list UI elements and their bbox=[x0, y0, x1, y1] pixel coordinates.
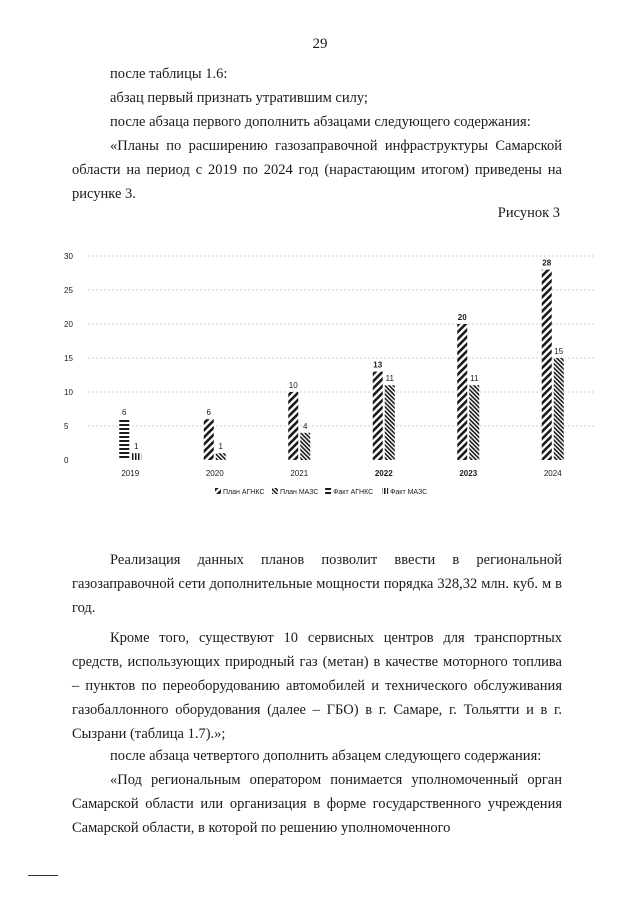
y-tick-label: 10 bbox=[64, 388, 73, 397]
legend-swatch-0 bbox=[215, 488, 221, 494]
data-label: 1 bbox=[218, 442, 223, 452]
x-tick-label: 2019 bbox=[121, 469, 140, 478]
data-label: 11 bbox=[385, 374, 394, 384]
legend-item: Факт АГНКС bbox=[333, 489, 374, 496]
paragraph-after-table: после таблицы 1.6: bbox=[110, 66, 228, 82]
y-tick-label: 25 bbox=[64, 286, 73, 295]
legend-swatch-1 bbox=[272, 488, 278, 494]
chart-y-ticks bbox=[64, 252, 73, 465]
legend-swatch-3 bbox=[382, 488, 388, 494]
bar-2019-2 bbox=[119, 419, 129, 460]
y-tick-label: 0 bbox=[64, 456, 69, 465]
bar-2020-0 bbox=[204, 419, 214, 460]
paragraph-implementation: Реализация данных планов позволит ввести в региональной газозаправочной сети дополнительные мощности порядка 328,32 млн. куб. м в год. bbox=[72, 552, 562, 616]
legend-swatch-2 bbox=[325, 488, 331, 494]
bar-2020-1 bbox=[216, 453, 226, 460]
bar-2024-0 bbox=[542, 270, 552, 460]
chart-x-ticks bbox=[121, 469, 562, 478]
paragraph-regional-operator: «Под региональным оператором понимается уполномоченный орган Самарской области или организация в форме государственного учреждения Самарской области, в которой по решению уполномоченного bbox=[72, 772, 562, 836]
bar-2022-0 bbox=[373, 372, 383, 460]
bar-2023-0 bbox=[457, 324, 467, 460]
chart-grid bbox=[88, 256, 595, 426]
data-label: 4 bbox=[303, 421, 308, 431]
data-label: 28 bbox=[542, 258, 552, 268]
paragraph-add-fourth: после абзаца четвертого дополнить абзацем следующего содержания: bbox=[110, 748, 542, 764]
bar-2021-0 bbox=[288, 392, 298, 460]
scan-mark bbox=[28, 875, 58, 876]
paragraph-first-void: абзац первый признать утратившим силу; bbox=[110, 90, 368, 106]
figure-label: Рисунок 3 bbox=[497, 205, 560, 221]
x-tick-label: 2023 bbox=[459, 469, 478, 478]
data-label: 10 bbox=[288, 381, 298, 390]
bar-2024-1 bbox=[554, 358, 564, 460]
data-label: 11 bbox=[470, 374, 479, 384]
chart-legend bbox=[215, 488, 427, 496]
x-tick-label: 2020 bbox=[205, 469, 224, 478]
x-tick-label: 2021 bbox=[290, 469, 309, 478]
page-number: 29 bbox=[312, 36, 328, 52]
chart-bars bbox=[119, 259, 564, 460]
paragraph-plans: «Планы по расширению газозаправочной инфраструктуры Самарской области на период с 2019 по 2024 год (нарастающим итогом) приведены на рисунке 3. bbox=[72, 138, 562, 202]
y-tick-label: 20 bbox=[64, 320, 73, 329]
y-tick-label: 15 bbox=[64, 354, 73, 363]
data-label: 1 bbox=[134, 442, 139, 452]
bar-2019-3 bbox=[131, 453, 141, 460]
y-tick-label: 5 bbox=[64, 422, 69, 431]
legend-item: План АГНКС bbox=[223, 489, 265, 496]
legend-item: Факт МАЗС bbox=[390, 489, 428, 496]
data-label: 13 bbox=[373, 360, 383, 370]
paragraph-add-content: после абзаца первого дополнить абзацами следующего содержания: bbox=[110, 114, 531, 130]
x-tick-label: 2024 bbox=[543, 469, 562, 478]
paragraph-service-centers: Кроме того, существуют 10 сервисных центров для транспортных средств, использующих природный газ (метан) в качестве моторного топлива – пунктов по переоборудованию автомобилей и технического обслуживания газобаллонного оборудования (далее – ГБО) в г. Самаре, г. Тольятти и в г. Сызрани (таблица 1.7).»; bbox=[72, 630, 562, 742]
data-label: 6 bbox=[206, 408, 211, 418]
data-label: 6 bbox=[122, 408, 127, 418]
data-label: 20 bbox=[457, 313, 467, 322]
bar-2023-1 bbox=[469, 385, 479, 460]
y-tick-label: 30 bbox=[64, 252, 73, 261]
legend-item: План МАЗС bbox=[280, 489, 319, 496]
gas-infrastructure-chart bbox=[60, 240, 600, 520]
data-label: 15 bbox=[554, 347, 564, 356]
x-tick-label: 2022 bbox=[374, 469, 393, 478]
bar-2022-1 bbox=[385, 385, 395, 460]
bar-2021-1 bbox=[300, 433, 310, 460]
